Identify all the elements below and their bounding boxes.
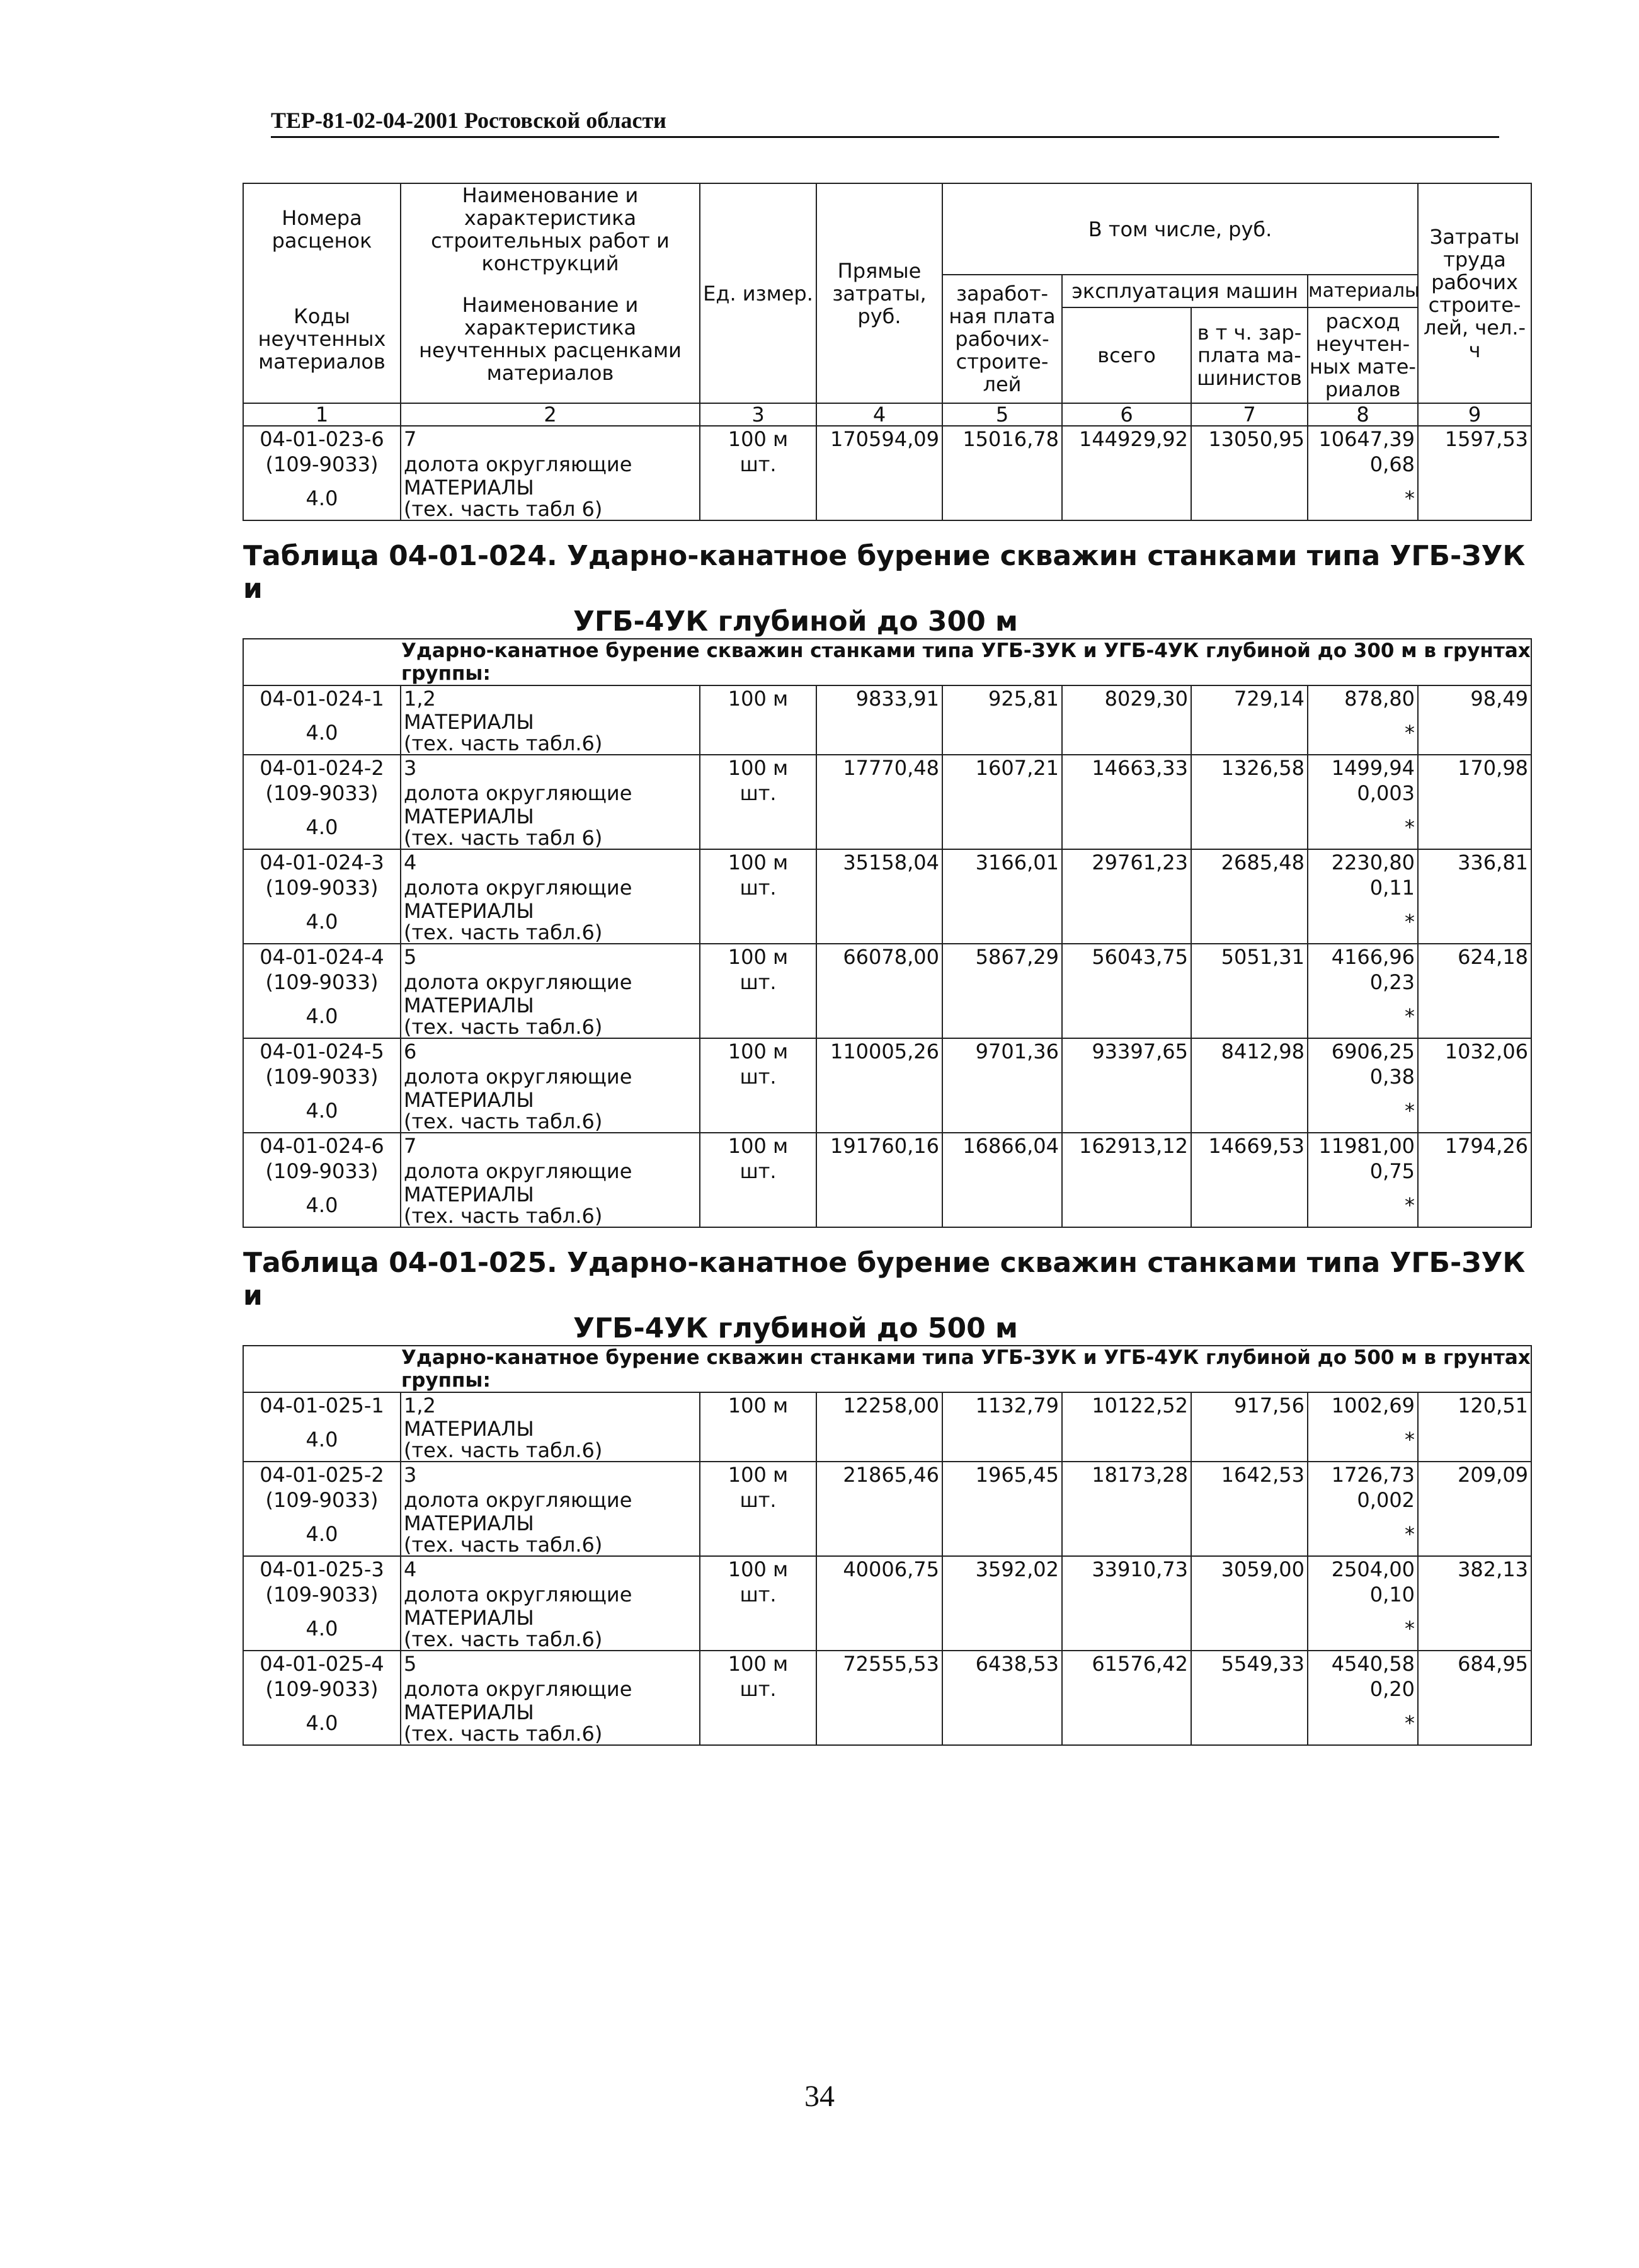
material-amount: 0,23 bbox=[1308, 970, 1418, 995]
index-value: 4.0 bbox=[243, 477, 401, 520]
table-row bbox=[243, 755, 1531, 781]
rate-machines: 144929,92 bbox=[1062, 426, 1191, 520]
table-row bbox=[243, 1556, 1531, 1582]
rate-direct: 21865,46 bbox=[816, 1462, 942, 1556]
rate-unit: 100 м bbox=[700, 1133, 816, 1159]
rate-labor: 1032,06 bbox=[1418, 1038, 1531, 1133]
rate-labor: 170,98 bbox=[1418, 755, 1531, 849]
rate-materials: 2504,00 bbox=[1308, 1556, 1418, 1582]
rate-labor: 684,95 bbox=[1418, 1651, 1531, 1745]
material-unit: шт. bbox=[700, 452, 816, 477]
materials-note bbox=[401, 1513, 700, 1556]
rate-direct: 72555,53 bbox=[816, 1651, 942, 1745]
rate-direct: 170594,09 bbox=[816, 426, 942, 520]
rate-wages: 3166,01 bbox=[942, 849, 1062, 944]
rate-labor: 120,51 bbox=[1418, 1392, 1531, 1462]
col-unit: Ед. измер. bbox=[700, 183, 816, 403]
rate-labor: 1597,53 bbox=[1418, 426, 1531, 520]
table-row bbox=[243, 849, 1531, 875]
rates-sheet bbox=[243, 183, 1531, 1746]
materials-label: МАТЕРИАЛЫ bbox=[404, 476, 534, 500]
num-1: 1 bbox=[243, 403, 401, 426]
material-unit: шт. bbox=[700, 781, 816, 806]
rate-code: 04-01-024-1 bbox=[243, 685, 401, 711]
rates-table bbox=[243, 183, 1532, 1746]
star-mark: * bbox=[1308, 806, 1418, 849]
tech-part-note: (тех. часть табл.6) bbox=[404, 1722, 603, 1746]
rate-direct: 110005,26 bbox=[816, 1038, 942, 1133]
col-codes-bottom: Коды неучтенных материалов bbox=[243, 275, 401, 403]
tech-part-note: (тех. часть табл 6) bbox=[404, 826, 603, 850]
rate-unit: 100 м bbox=[700, 944, 816, 970]
rate-machines: 29761,23 bbox=[1062, 849, 1191, 944]
col-incl: В том числе, руб. bbox=[942, 183, 1418, 275]
index-value: 4.0 bbox=[243, 1702, 401, 1745]
rate-materials: 1002,69 bbox=[1308, 1392, 1418, 1418]
rate-name: 1,2 bbox=[401, 685, 700, 711]
num-2: 2 bbox=[401, 403, 700, 426]
material-code: (109-9033) bbox=[243, 1676, 401, 1702]
rate-code: 04-01-025-4 bbox=[243, 1651, 401, 1676]
material-amount: 0,20 bbox=[1308, 1676, 1418, 1702]
rate-machines: 162913,12 bbox=[1062, 1133, 1191, 1227]
rate-code: 04-01-025-1 bbox=[243, 1392, 401, 1418]
unit-blank bbox=[700, 1418, 816, 1462]
rate-machinist-wages: 917,56 bbox=[1191, 1392, 1308, 1462]
num-9: 9 bbox=[1418, 403, 1531, 426]
unit-blank bbox=[700, 1513, 816, 1556]
rate-unit: 100 м bbox=[700, 849, 816, 875]
col-mach-wages: в т ч. зар-плата ма-шинистов bbox=[1191, 307, 1308, 403]
unit-blank bbox=[700, 900, 816, 944]
col-name-top: Наименование и характеристика строительных работ и конструкций bbox=[401, 183, 700, 275]
rate-labor: 382,13 bbox=[1418, 1556, 1531, 1651]
unit-blank bbox=[700, 477, 816, 520]
unit-blank bbox=[700, 1607, 816, 1651]
material-code: (109-9033) bbox=[243, 452, 401, 477]
material-name: долота округляющие bbox=[401, 1159, 700, 1184]
materials-label: МАТЕРИАЛЫ bbox=[404, 994, 534, 1017]
material-name: долота округляющие bbox=[401, 1487, 700, 1513]
material-unit: шт. bbox=[700, 1064, 816, 1089]
star-mark: * bbox=[1308, 477, 1418, 520]
tech-part-note: (тех. часть табл.6) bbox=[404, 1438, 603, 1462]
rate-code: 04-01-024-5 bbox=[243, 1038, 401, 1064]
rate-labor: 98,49 bbox=[1418, 685, 1531, 755]
star-mark: * bbox=[1308, 1184, 1418, 1227]
rate-labor: 336,81 bbox=[1418, 849, 1531, 944]
unit-blank bbox=[700, 1702, 816, 1745]
rate-machinist-wages: 1326,58 bbox=[1191, 755, 1308, 849]
tech-part-note: (тех. часть табл 6) bbox=[404, 497, 603, 521]
tech-part-note: (тех. часть табл.6) bbox=[404, 1109, 603, 1133]
rate-name: 7 bbox=[401, 426, 700, 452]
star-mark: * bbox=[1308, 995, 1418, 1038]
rate-direct: 191760,16 bbox=[816, 1133, 942, 1227]
table-subtitle-row bbox=[243, 639, 1531, 685]
unit-blank bbox=[700, 1089, 816, 1133]
star-mark: * bbox=[1308, 900, 1418, 944]
rate-wages: 15016,78 bbox=[942, 426, 1062, 520]
materials-note bbox=[401, 711, 700, 755]
rate-materials: 4540,58 bbox=[1308, 1651, 1418, 1676]
rate-code: 04-01-023-6 bbox=[243, 426, 401, 452]
rate-code: 04-01-025-2 bbox=[243, 1462, 401, 1487]
index-value: 4.0 bbox=[243, 806, 401, 849]
rate-wages: 925,81 bbox=[942, 685, 1062, 755]
col-machines: эксплуатация машин bbox=[1062, 275, 1308, 307]
rate-machinist-wages: 3059,00 bbox=[1191, 1556, 1308, 1651]
rate-name: 5 bbox=[401, 1651, 700, 1676]
rate-materials: 2230,80 bbox=[1308, 849, 1418, 875]
rate-labor: 1794,26 bbox=[1418, 1133, 1531, 1227]
tech-part-note: (тех. часть табл.6) bbox=[404, 1204, 603, 1228]
unit-blank bbox=[700, 711, 816, 755]
material-code: (109-9033) bbox=[243, 1064, 401, 1089]
rate-name: 6 bbox=[401, 1038, 700, 1064]
rate-machines: 56043,75 bbox=[1062, 944, 1191, 1038]
rate-name: 3 bbox=[401, 1462, 700, 1487]
table-title-row bbox=[243, 1227, 1531, 1346]
rate-code: 04-01-024-3 bbox=[243, 849, 401, 875]
col-materials: материалы bbox=[1308, 275, 1418, 307]
material-amount: 0,68 bbox=[1308, 452, 1418, 477]
rate-wages: 1965,45 bbox=[942, 1462, 1062, 1556]
materials-label: МАТЕРИАЛЫ bbox=[404, 1606, 534, 1630]
materials-note bbox=[401, 995, 700, 1038]
rate-name: 5 bbox=[401, 944, 700, 970]
rate-name: 1,2 bbox=[401, 1392, 700, 1418]
num-7: 7 bbox=[1191, 403, 1308, 426]
rate-machines: 10122,52 bbox=[1062, 1392, 1191, 1462]
material-name: долота округляющие bbox=[401, 1064, 700, 1089]
col-labor: Затраты труда рабочих строите-лей, чел.-ч bbox=[1418, 183, 1531, 403]
rate-materials: 1726,73 bbox=[1308, 1462, 1418, 1487]
rate-materials: 6906,25 bbox=[1308, 1038, 1418, 1064]
material-code: (109-9033) bbox=[243, 781, 401, 806]
material-unit: шт. bbox=[700, 875, 816, 900]
tech-part-note: (тех. часть табл.6) bbox=[404, 731, 603, 755]
rate-machinist-wages: 5549,33 bbox=[1191, 1651, 1308, 1745]
star-mark: * bbox=[1308, 1513, 1418, 1556]
star-mark: * bbox=[1308, 1607, 1418, 1651]
material-amount: 0,002 bbox=[1308, 1487, 1418, 1513]
material-name: долота округляющие bbox=[401, 1582, 700, 1607]
material-code: (109-9033) bbox=[243, 970, 401, 995]
rate-machinist-wages: 8412,98 bbox=[1191, 1038, 1308, 1133]
num-5: 5 bbox=[942, 403, 1062, 426]
table-title-line-1: Таблица 04-01-024. Ударно-канатное бурение скважин станками типа УГБ-ЗУК и bbox=[243, 540, 1526, 605]
col-direct: Прямые затраты, руб. bbox=[816, 183, 942, 403]
table-subtitle: Ударно-канатное бурение скважин станками типа УГБ-ЗУК и УГБ-4УК глубиной до 300 м в грунтах группы: bbox=[243, 639, 1531, 685]
table-row bbox=[243, 426, 1531, 452]
num-8: 8 bbox=[1308, 403, 1418, 426]
rate-materials: 4166,96 bbox=[1308, 944, 1418, 970]
materials-label: МАТЕРИАЛЫ bbox=[404, 1511, 534, 1535]
table-title-line-1: Таблица 04-01-025. Ударно-канатное бурение скважин станками типа УГБ-ЗУК и bbox=[243, 1247, 1526, 1312]
material-code: (109-9033) bbox=[243, 875, 401, 900]
material-name: долота округляющие bbox=[401, 781, 700, 806]
index-value: 4.0 bbox=[243, 1513, 401, 1556]
page-header: ТЕР-81-02-04-2001 Ростовской области bbox=[271, 107, 1499, 138]
material-amount: 0,003 bbox=[1308, 781, 1418, 806]
col-name-bottom: Наименование и характеристика неучтенных расценками материалов bbox=[401, 275, 700, 403]
star-mark: * bbox=[1308, 1702, 1418, 1745]
table-subtitle-row bbox=[243, 1346, 1531, 1392]
materials-note bbox=[401, 1184, 700, 1227]
rate-wages: 16866,04 bbox=[942, 1133, 1062, 1227]
table-row bbox=[243, 1038, 1531, 1064]
unit-blank bbox=[700, 806, 816, 849]
materials-label: МАТЕРИАЛЫ bbox=[404, 1417, 534, 1441]
header-numbers bbox=[243, 403, 1531, 426]
table-title-line-2: УГБ-4УК глубиной до 300 м bbox=[573, 605, 1019, 638]
star-mark: * bbox=[1308, 1089, 1418, 1133]
col-mat-uncounted: расход неучтен-ных мате-риалов bbox=[1308, 307, 1418, 403]
index-value: 4.0 bbox=[243, 1089, 401, 1133]
materials-label: МАТЕРИАЛЫ bbox=[404, 1088, 534, 1112]
materials-label: МАТЕРИАЛЫ bbox=[404, 1183, 534, 1206]
material-amount: 0,75 bbox=[1308, 1159, 1418, 1184]
materials-note bbox=[401, 1702, 700, 1745]
materials-note bbox=[401, 806, 700, 849]
table-title-row bbox=[243, 520, 1531, 639]
num-4: 4 bbox=[816, 403, 942, 426]
material-name: долота округляющие bbox=[401, 452, 700, 477]
materials-label: МАТЕРИАЛЫ bbox=[404, 805, 534, 828]
rate-direct: 12258,00 bbox=[816, 1392, 942, 1462]
table-row bbox=[243, 1133, 1531, 1159]
material-name: долота округляющие bbox=[401, 1676, 700, 1702]
table-row bbox=[243, 685, 1531, 711]
material-unit: шт. bbox=[700, 970, 816, 995]
rate-machines: 8029,30 bbox=[1062, 685, 1191, 755]
rate-machines: 18173,28 bbox=[1062, 1462, 1191, 1556]
material-unit: шт. bbox=[700, 1676, 816, 1702]
tech-part-note: (тех. часть табл.6) bbox=[404, 1627, 603, 1651]
rate-direct: 9833,91 bbox=[816, 685, 942, 755]
tech-part-note: (тех. часть табл.6) bbox=[404, 920, 603, 944]
star-mark: * bbox=[1308, 711, 1418, 755]
materials-note bbox=[401, 1418, 700, 1462]
materials-note bbox=[401, 1089, 700, 1133]
material-unit: шт. bbox=[700, 1487, 816, 1513]
table-row bbox=[243, 1392, 1531, 1418]
rate-materials: 10647,39 bbox=[1308, 426, 1418, 452]
rate-unit: 100 м bbox=[700, 1038, 816, 1064]
table-subtitle: Ударно-канатное бурение скважин станками типа УГБ-ЗУК и УГБ-4УК глубиной до 500 м в грунтах группы: bbox=[243, 1346, 1531, 1392]
rate-machines: 33910,73 bbox=[1062, 1556, 1191, 1651]
num-6: 6 bbox=[1062, 403, 1191, 426]
material-code: (109-9033) bbox=[243, 1159, 401, 1184]
rate-materials: 11981,00 bbox=[1308, 1133, 1418, 1159]
tech-part-note: (тех. часть табл.6) bbox=[404, 1533, 603, 1557]
col-wages: заработ-ная плата рабочих-строите-лей bbox=[942, 275, 1062, 403]
table-title bbox=[243, 520, 1531, 639]
header-row-1 bbox=[243, 183, 1531, 275]
rate-labor: 209,09 bbox=[1418, 1462, 1531, 1556]
materials-note bbox=[401, 477, 700, 520]
materials-note bbox=[401, 1607, 700, 1651]
rate-name: 4 bbox=[401, 849, 700, 875]
material-amount: 0,10 bbox=[1308, 1582, 1418, 1607]
col-mach-total: всего bbox=[1062, 307, 1191, 403]
rate-machinist-wages: 5051,31 bbox=[1191, 944, 1308, 1038]
index-value: 4.0 bbox=[243, 1607, 401, 1651]
materials-label: МАТЕРИАЛЫ bbox=[404, 899, 534, 923]
rate-machinist-wages: 2685,48 bbox=[1191, 849, 1308, 944]
col-codes-top: Номера расценок bbox=[243, 183, 401, 275]
index-value: 4.0 bbox=[243, 1418, 401, 1462]
rate-machinist-wages: 729,14 bbox=[1191, 685, 1308, 755]
rate-machinist-wages: 13050,95 bbox=[1191, 426, 1308, 520]
rate-wages: 3592,02 bbox=[942, 1556, 1062, 1651]
materials-label: МАТЕРИАЛЫ bbox=[404, 710, 534, 734]
rate-code: 04-01-024-4 bbox=[243, 944, 401, 970]
material-amount: 0,11 bbox=[1308, 875, 1418, 900]
index-value: 4.0 bbox=[243, 900, 401, 944]
rate-wages: 1607,21 bbox=[942, 755, 1062, 849]
rate-name: 3 bbox=[401, 755, 700, 781]
material-amount: 0,38 bbox=[1308, 1064, 1418, 1089]
table-title bbox=[243, 1227, 1531, 1346]
star-mark: * bbox=[1308, 1418, 1418, 1462]
rate-unit: 100 м bbox=[700, 755, 816, 781]
rate-unit: 100 м bbox=[700, 1462, 816, 1487]
rate-name: 7 bbox=[401, 1133, 700, 1159]
rate-labor: 624,18 bbox=[1418, 944, 1531, 1038]
material-unit: шт. bbox=[700, 1582, 816, 1607]
rate-unit: 100 м bbox=[700, 1556, 816, 1582]
rate-machines: 14663,33 bbox=[1062, 755, 1191, 849]
unit-blank bbox=[700, 995, 816, 1038]
material-code: (109-9033) bbox=[243, 1582, 401, 1607]
unit-blank bbox=[700, 1184, 816, 1227]
rate-unit: 100 м bbox=[700, 426, 816, 452]
rate-machinist-wages: 1642,53 bbox=[1191, 1462, 1308, 1556]
rate-machines: 93397,65 bbox=[1062, 1038, 1191, 1133]
index-value: 4.0 bbox=[243, 711, 401, 755]
page-number: 34 bbox=[804, 2080, 835, 2113]
rate-wages: 9701,36 bbox=[942, 1038, 1062, 1133]
rate-direct: 40006,75 bbox=[816, 1556, 942, 1651]
materials-label: МАТЕРИАЛЫ bbox=[404, 1700, 534, 1724]
rate-code: 04-01-024-2 bbox=[243, 755, 401, 781]
material-name: долота округляющие bbox=[401, 875, 700, 900]
table-row bbox=[243, 944, 1531, 970]
rate-unit: 100 м bbox=[700, 1392, 816, 1418]
rate-materials: 878,80 bbox=[1308, 685, 1418, 711]
material-code: (109-9033) bbox=[243, 1487, 401, 1513]
rate-wages: 5867,29 bbox=[942, 944, 1062, 1038]
rate-direct: 17770,48 bbox=[816, 755, 942, 849]
rate-name: 4 bbox=[401, 1556, 700, 1582]
index-value: 4.0 bbox=[243, 1184, 401, 1227]
table-row bbox=[243, 1651, 1531, 1676]
rate-unit: 100 м bbox=[700, 1651, 816, 1676]
material-unit: шт. bbox=[700, 1159, 816, 1184]
rate-direct: 66078,00 bbox=[816, 944, 942, 1038]
rate-code: 04-01-024-6 bbox=[243, 1133, 401, 1159]
rate-wages: 6438,53 bbox=[942, 1651, 1062, 1745]
rate-direct: 35158,04 bbox=[816, 849, 942, 944]
rate-materials: 1499,94 bbox=[1308, 755, 1418, 781]
material-name: долота округляющие bbox=[401, 970, 700, 995]
tech-part-note: (тех. часть табл.6) bbox=[404, 1015, 603, 1039]
rate-unit: 100 м bbox=[700, 685, 816, 711]
rate-machinist-wages: 14669,53 bbox=[1191, 1133, 1308, 1227]
rate-code: 04-01-025-3 bbox=[243, 1556, 401, 1582]
materials-note bbox=[401, 900, 700, 944]
table-title-line-2: УГБ-4УК глубиной до 500 м bbox=[573, 1312, 1019, 1344]
index-value: 4.0 bbox=[243, 995, 401, 1038]
num-3: 3 bbox=[700, 403, 816, 426]
rate-machines: 61576,42 bbox=[1062, 1651, 1191, 1745]
rate-wages: 1132,79 bbox=[942, 1392, 1062, 1462]
table-row bbox=[243, 1462, 1531, 1487]
